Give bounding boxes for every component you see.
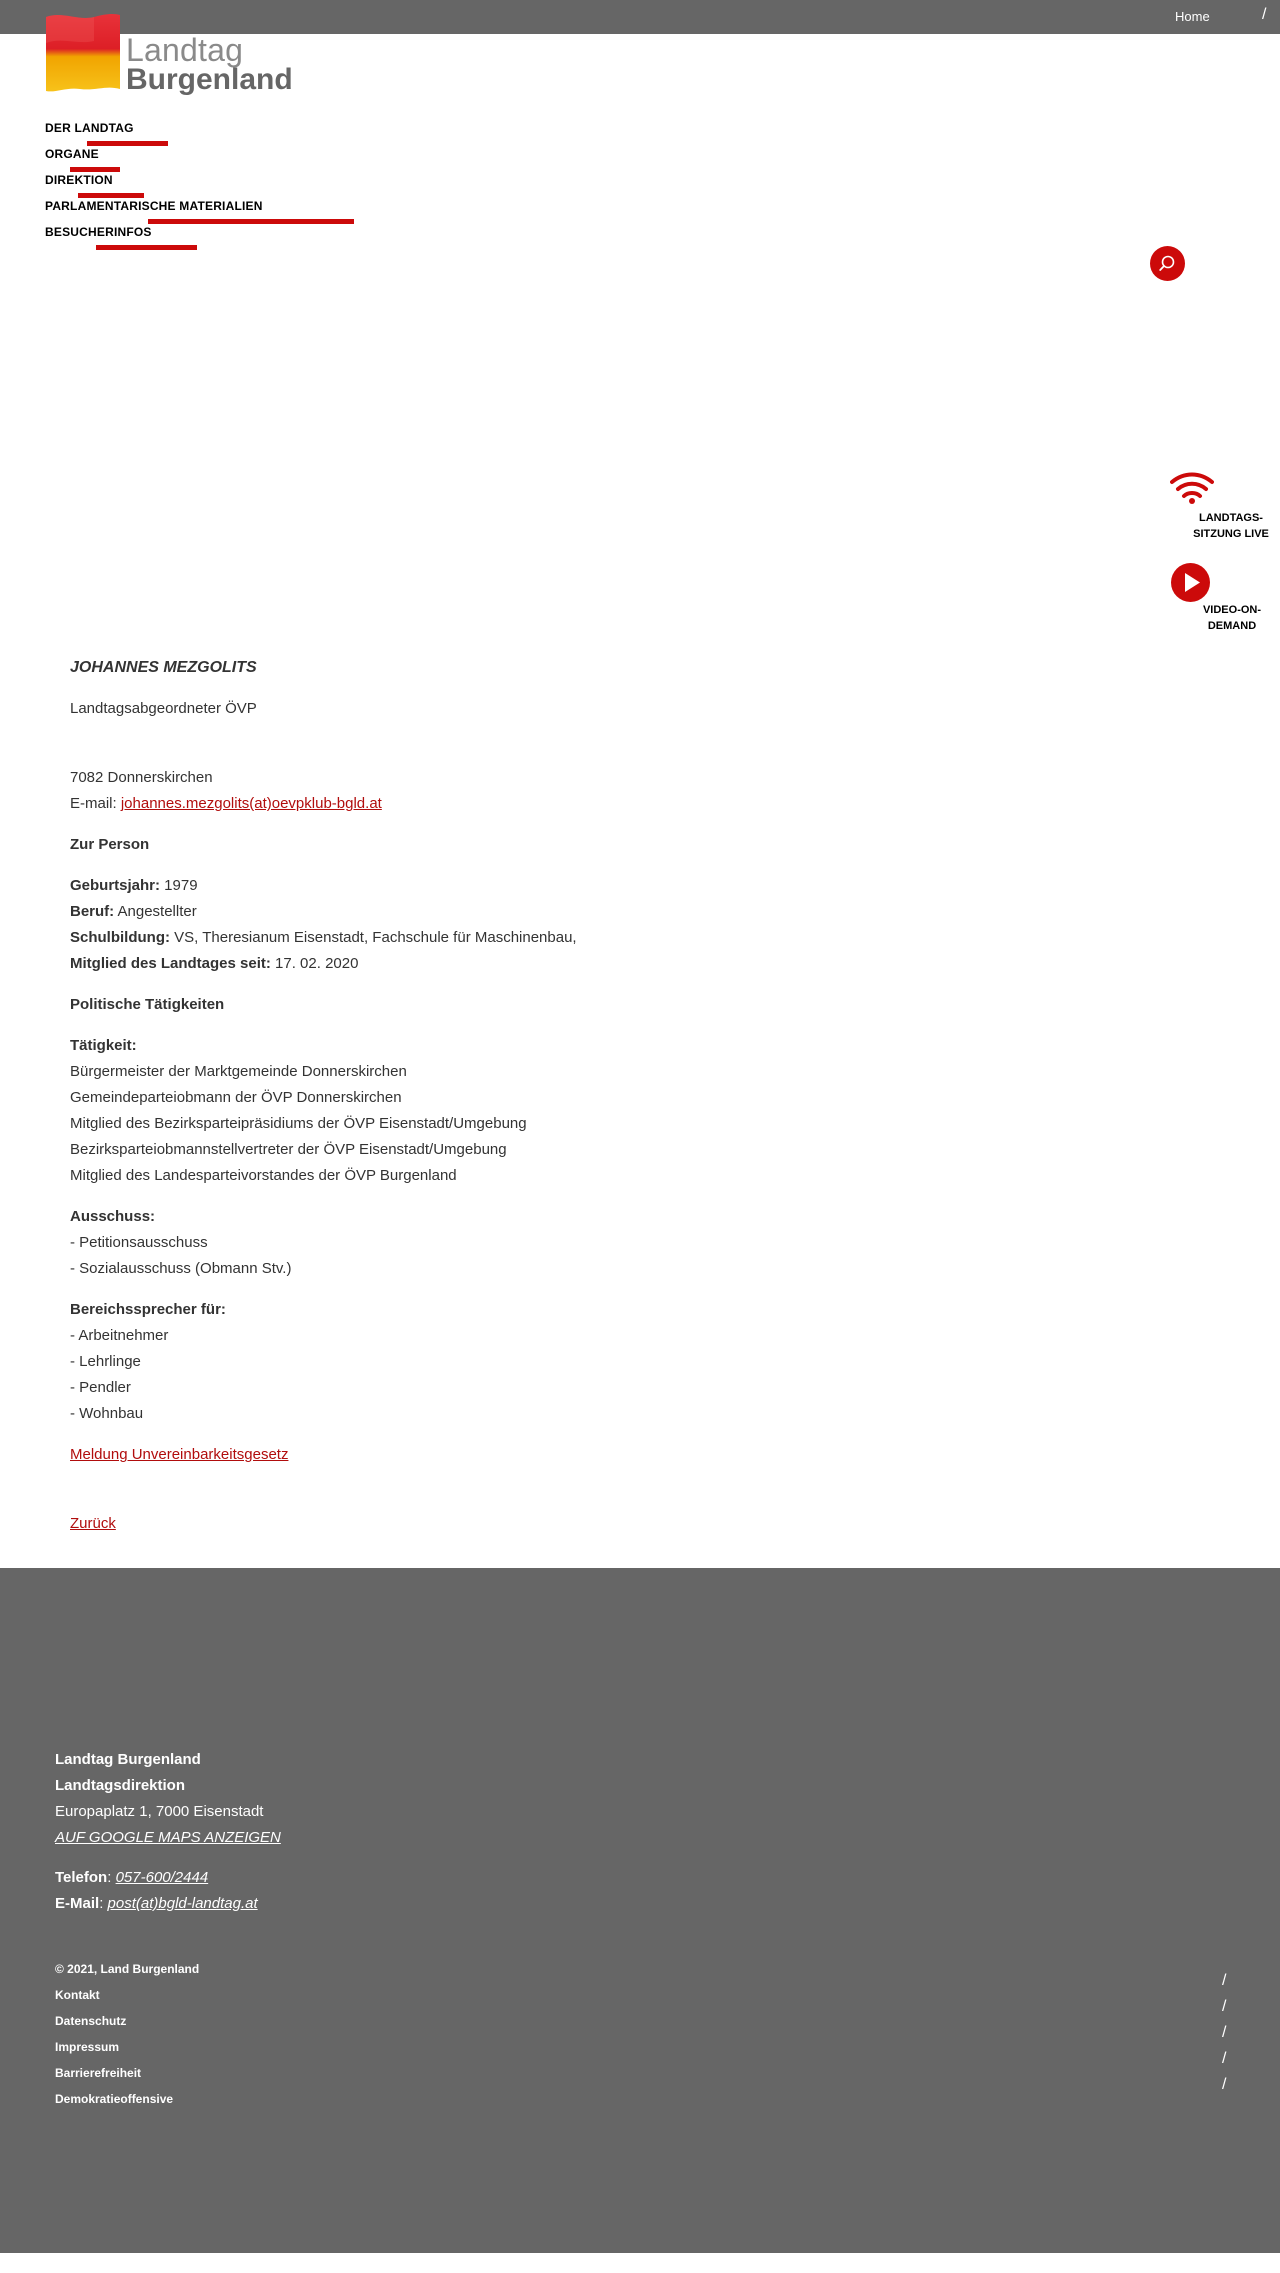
incompatibility-row <box>70 1442 970 1468</box>
birth-year-value: 1979 <box>160 877 198 894</box>
list-item: - Sozialausschuss (Obmann Stv.) <box>70 1260 292 1277</box>
list-item: - Lehrlinge <box>70 1353 141 1370</box>
profile-content <box>70 655 970 1537</box>
list-item: Gemeindeparteiobmann der ÖVP Donnerskirchen <box>70 1089 402 1106</box>
job-value: Angestellter <box>114 903 197 920</box>
footer-contact <box>55 1865 258 1917</box>
member-role: Landtagsabgeordneter ÖVP <box>70 700 257 717</box>
logo-text-burgenland: Burgenland <box>126 63 293 96</box>
nav-label: PARLAMENTARISCHE MATERIALIEN <box>45 199 263 213</box>
nav-label: DIREKTION <box>45 173 113 187</box>
play-button-icon <box>1171 563 1210 602</box>
nav-item-besucherinfos[interactable] <box>45 224 263 250</box>
footer-org-department: Landtagsdirektion <box>55 1777 186 1794</box>
footer-mail-link[interactable]: post(at)bgld-landtag.at <box>107 1895 258 1912</box>
back-link[interactable]: Zurück <box>70 1515 116 1532</box>
footer-separator: / <box>1222 1972 1227 1989</box>
footer-phone-link[interactable]: 057-600/2444 <box>115 1869 209 1886</box>
member-email-link[interactable]: johannes.mezgolits(at)oevpklub-bgld.at <box>120 795 382 812</box>
logo-text-landtag: Landtag <box>126 32 244 68</box>
colon: : <box>99 1895 108 1912</box>
live-session-label <box>1182 510 1280 542</box>
back-row <box>70 1511 970 1537</box>
spacer <box>70 722 970 750</box>
member-email-row <box>70 791 970 817</box>
contact-block <box>70 765 970 817</box>
live-label-line1: LANDTAGS- <box>1199 512 1263 524</box>
play-icon <box>1171 563 1210 602</box>
nav-label: BESUCHERINFOS <box>45 225 152 239</box>
google-maps-link[interactable]: AUF GOOGLE MAPS ANZEIGEN <box>55 1829 281 1846</box>
colon: : <box>107 1869 116 1886</box>
nav-underline <box>96 245 197 250</box>
list-item: - Wohnbau <box>70 1405 144 1422</box>
member-name: JOHANNES MEZGOLITS <box>70 659 257 676</box>
nav-item-parlamentarische-materialien[interactable] <box>45 198 263 224</box>
site-footer <box>0 1568 1280 2253</box>
nav-item-direktion[interactable] <box>45 172 263 198</box>
nav-label: DER LANDTAG <box>45 121 134 135</box>
birth-year-row <box>70 873 970 899</box>
main-navigation <box>45 120 263 250</box>
list-item: - Pendler <box>70 1379 131 1396</box>
footer-separator: / <box>1222 2024 1227 2041</box>
copyright: © 2021, Land Burgenland <box>55 1962 200 1976</box>
footer-org-name: Landtag Burgenland <box>55 1751 201 1768</box>
footer-link-kontakt[interactable]: Kontakt <box>55 1988 100 2002</box>
footer-link-demokratieoffensive[interactable]: Demokratieoffensive <box>55 2092 174 2106</box>
nav-item-organe[interactable] <box>45 146 263 172</box>
footer-link-datenschutz[interactable]: Datenschutz <box>55 2014 127 2028</box>
video-on-demand-link[interactable] <box>1170 562 1280 637</box>
list-item: Bezirksparteiobmannstellvertreter der ÖVP Eisenstadt/Umgebung <box>70 1141 507 1158</box>
committee-block <box>70 1204 970 1282</box>
school-row <box>70 925 970 951</box>
activities-label: Tätigkeit: <box>70 1037 137 1054</box>
wifi-broadcast-icon <box>1170 470 1214 506</box>
job-label: Beruf: <box>70 903 115 920</box>
footer-street: Europaplatz 1, 7000 Eisenstadt <box>55 1803 264 1820</box>
section-heading-person: Zur Person <box>70 836 150 853</box>
member-address: 7082 Donnerskirchen <box>70 769 213 786</box>
nav-item-der-landtag[interactable] <box>45 120 263 146</box>
member-since-row <box>70 951 970 977</box>
footer-separator: / <box>1222 2050 1227 2067</box>
footer-link-barrierefreiheit[interactable]: Barrierefreiheit <box>55 2066 142 2080</box>
site-logo[interactable] <box>44 11 293 97</box>
footer-link-impressum[interactable]: Impressum <box>55 2040 120 2054</box>
vod-label <box>1192 602 1272 634</box>
spacer <box>70 1468 970 1496</box>
footer-phone-row <box>55 1865 258 1891</box>
list-item: - Petitionsausschuss <box>70 1234 208 1251</box>
footer-mail-row <box>55 1891 258 1917</box>
footer-address <box>55 1747 281 1851</box>
school-label: Schulbildung: <box>70 929 170 946</box>
footer-separator: / <box>1222 1998 1227 2015</box>
footer-links <box>55 1956 199 2112</box>
footer-separators <box>1222 1968 1226 2098</box>
nav-label: ORGANE <box>45 147 99 161</box>
job-row <box>70 899 970 925</box>
footer-separator: / <box>1222 2076 1227 2093</box>
member-since-label: Mitglied des Landtages seit: <box>70 955 271 972</box>
search-icon <box>1159 255 1176 272</box>
burgenland-flag-icon <box>44 11 122 93</box>
vod-label-line2: DEMAND <box>1207 620 1257 632</box>
member-since-value: 17. 02. 2020 <box>270 955 359 972</box>
school-value: VS, Theresianum Eisenstadt, Fachschule für Maschinenbau, <box>169 929 577 946</box>
live-session-link[interactable] <box>1170 470 1280 545</box>
footer-phone-label: Telefon <box>55 1869 108 1886</box>
footer-mail-label: E-Mail <box>55 1895 100 1912</box>
activities-block <box>70 1033 970 1189</box>
live-label-line2: SITZUNG LIVE <box>1193 528 1269 540</box>
committee-label: Ausschuss: <box>70 1208 156 1225</box>
list-item: Mitglied des Bezirksparteipräsidiums der ÖVP Eisenstadt/Umgebung <box>70 1115 527 1132</box>
list-item: Mitglied des Landesparteivorstandes der ÖVP Burgenland <box>70 1167 457 1184</box>
vod-label-line1: VIDEO-ON- <box>1202 604 1262 616</box>
incompatibility-link[interactable]: Meldung Unvereinbarkeitsgesetz <box>70 1446 289 1463</box>
email-label: E-mail: <box>70 795 121 812</box>
spokesperson-label: Bereichssprecher für: <box>70 1301 226 1318</box>
home-link[interactable]: Home <box>1175 9 1210 24</box>
person-details <box>70 873 970 977</box>
spokesperson-block <box>70 1297 970 1427</box>
search-button[interactable] <box>1150 246 1185 281</box>
birth-year-label: Geburtsjahr: <box>70 877 161 894</box>
topbar-separator: / <box>1262 6 1267 23</box>
section-heading-politics: Politische Tätigkeiten <box>70 996 225 1013</box>
list-item: Bürgermeister der Marktgemeinde Donnerskirchen <box>70 1063 407 1080</box>
list-item: - Arbeitnehmer <box>70 1327 169 1344</box>
